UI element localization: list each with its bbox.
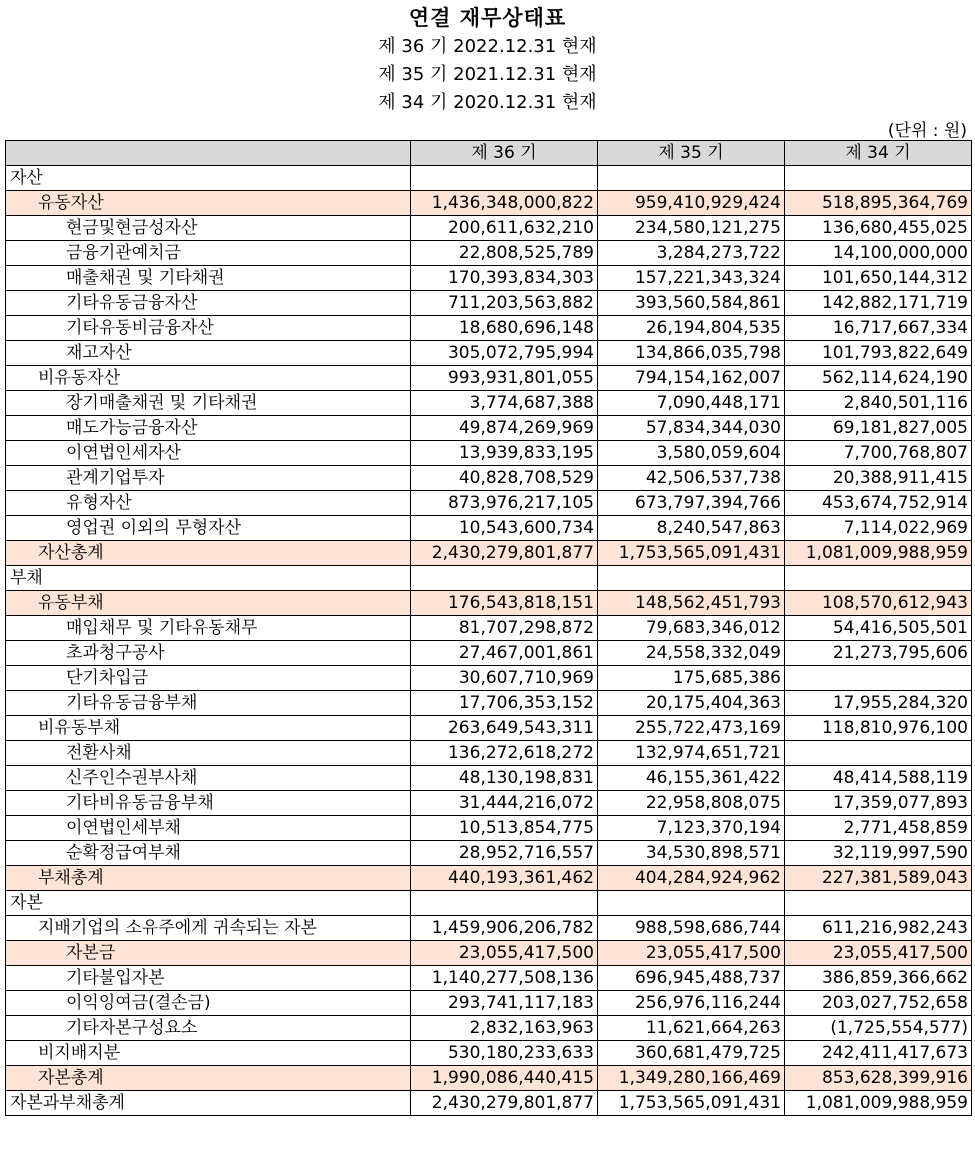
- amount-cell: 993,931,801,055: [411, 366, 598, 391]
- table-row: [6, 516, 972, 541]
- amount-cell: 17,359,077,893: [785, 791, 972, 816]
- account-label: 초과청구공사: [6, 641, 411, 666]
- table-row: [6, 991, 972, 1016]
- amount-cell: 7,123,370,194: [598, 816, 785, 841]
- amount-cell: 136,680,455,025: [785, 216, 972, 241]
- amount-cell: 242,411,417,673: [785, 1041, 972, 1066]
- amount-cell: 3,580,059,604: [598, 441, 785, 466]
- amount-cell: 673,797,394,766: [598, 491, 785, 516]
- account-label: 이연법인세부채: [6, 816, 411, 841]
- header-period-34: 제 34 기: [785, 141, 972, 166]
- amount-cell: [598, 166, 785, 191]
- account-label: 장기매출채권 및 기타채권: [6, 391, 411, 416]
- period-line-36: 제 36 기 2022.12.31 현재: [378, 36, 597, 57]
- amount-cell: 46,155,361,422: [598, 766, 785, 791]
- account-label: 순확정급여부채: [6, 841, 411, 866]
- table-row: [6, 716, 972, 741]
- amount-cell: 853,628,399,916: [785, 1066, 972, 1091]
- amount-cell: 3,774,687,388: [411, 391, 598, 416]
- table-row: [6, 166, 972, 191]
- amount-cell: 176,543,818,151: [411, 591, 598, 616]
- amount-cell: 17,706,353,152: [411, 691, 598, 716]
- amount-cell: 14,100,000,000: [785, 241, 972, 266]
- period-line-34: 제 34 기 2020.12.31 현재: [378, 92, 597, 113]
- amount-cell: 2,430,279,801,877: [411, 541, 598, 566]
- amount-cell: 200,611,632,210: [411, 216, 598, 241]
- table-row: [6, 341, 972, 366]
- account-label: 재고자산: [6, 341, 411, 366]
- table-row: [6, 1016, 972, 1041]
- amount-cell: 1,990,086,440,415: [411, 1066, 598, 1091]
- amount-cell: 530,180,233,633: [411, 1041, 598, 1066]
- account-label: 매도가능금융자산: [6, 416, 411, 441]
- table-row: [6, 641, 972, 666]
- amount-cell: 23,055,417,500: [785, 941, 972, 966]
- account-label: 영업권 이외의 무형자산: [6, 516, 411, 541]
- account-label: 이익잉여금(결손금): [6, 991, 411, 1016]
- account-label: 관계기업투자: [6, 466, 411, 491]
- header-account: [6, 141, 411, 166]
- amount-cell: 404,284,924,962: [598, 866, 785, 891]
- account-label: 자본: [6, 891, 411, 916]
- account-label: 유형자산: [6, 491, 411, 516]
- amount-cell: 1,436,348,000,822: [411, 191, 598, 216]
- amount-cell: 23,055,417,500: [411, 941, 598, 966]
- amount-cell: 134,866,035,798: [598, 341, 785, 366]
- table-row: [6, 541, 972, 566]
- table-row: [6, 816, 972, 841]
- table-row: [6, 616, 972, 641]
- balance-sheet-table: [5, 140, 972, 1116]
- amount-cell: 40,828,708,529: [411, 466, 598, 491]
- account-label: 이연법인세자산: [6, 441, 411, 466]
- account-label: 매입채무 및 기타유동채무: [6, 616, 411, 641]
- amount-cell: 157,221,343,324: [598, 266, 785, 291]
- amount-cell: 2,832,163,963: [411, 1016, 598, 1041]
- amount-cell: 28,952,716,557: [411, 841, 598, 866]
- amount-cell: [598, 566, 785, 591]
- amount-cell: 794,154,162,007: [598, 366, 785, 391]
- table-row: [6, 416, 972, 441]
- account-label: 비유동부채: [6, 716, 411, 741]
- table-row: [6, 891, 972, 916]
- amount-cell: 142,882,171,719: [785, 291, 972, 316]
- amount-cell: 21,273,795,606: [785, 641, 972, 666]
- amount-cell: 959,410,929,424: [598, 191, 785, 216]
- table-row: [6, 316, 972, 341]
- account-label: 단기차입금: [6, 666, 411, 691]
- amount-cell: 108,570,612,943: [785, 591, 972, 616]
- account-label: 부채총계: [6, 866, 411, 891]
- account-label: 지배기업의 소유주에게 귀속되는 자본: [6, 916, 411, 941]
- account-label: 자본과부채총계: [6, 1091, 411, 1116]
- amount-cell: 48,414,588,119: [785, 766, 972, 791]
- amount-cell: 8,240,547,863: [598, 516, 785, 541]
- table-row: [6, 591, 972, 616]
- amount-cell: 293,741,117,183: [411, 991, 598, 1016]
- table-row: [6, 266, 972, 291]
- account-label: 기타불입자본: [6, 966, 411, 991]
- amount-cell: [785, 166, 972, 191]
- amount-cell: 611,216,982,243: [785, 916, 972, 941]
- amount-cell: [411, 166, 598, 191]
- amount-cell: 203,027,752,658: [785, 991, 972, 1016]
- amount-cell: 3,284,273,722: [598, 241, 785, 266]
- table-row: [6, 916, 972, 941]
- account-label: 매출채권 및 기타채권: [6, 266, 411, 291]
- amount-cell: 20,388,911,415: [785, 466, 972, 491]
- amount-cell: 440,193,361,462: [411, 866, 598, 891]
- period-line-35: 제 35 기 2021.12.31 현재: [378, 64, 597, 85]
- amount-cell: 132,974,651,721: [598, 741, 785, 766]
- table-row: [6, 191, 972, 216]
- header-row: [6, 141, 972, 166]
- amount-cell: 234,580,121,275: [598, 216, 785, 241]
- amount-cell: 18,680,696,148: [411, 316, 598, 341]
- amount-cell: 175,685,386: [598, 666, 785, 691]
- amount-cell: 49,874,269,969: [411, 416, 598, 441]
- account-label: 신주인수권부사채: [6, 766, 411, 791]
- table-row: [6, 216, 972, 241]
- account-label: 자산총계: [6, 541, 411, 566]
- table-row: [6, 866, 972, 891]
- amount-cell: 20,175,404,363: [598, 691, 785, 716]
- table-row: [6, 291, 972, 316]
- table-row: [6, 766, 972, 791]
- amount-cell: 26,194,804,535: [598, 316, 785, 341]
- amount-cell: 81,707,298,872: [411, 616, 598, 641]
- account-label: 비지배지분: [6, 1041, 411, 1066]
- account-label: 부채: [6, 566, 411, 591]
- amount-cell: 16,717,667,334: [785, 316, 972, 341]
- amount-cell: 170,393,834,303: [411, 266, 598, 291]
- table-row: [6, 1091, 972, 1116]
- unit-label: (단위 : 원): [887, 121, 967, 141]
- amount-cell: (1,725,554,577): [785, 1016, 972, 1041]
- amount-cell: 10,543,600,734: [411, 516, 598, 541]
- table-row: [6, 491, 972, 516]
- account-label: 자산: [6, 166, 411, 191]
- amount-cell: 24,558,332,049: [598, 641, 785, 666]
- amount-cell: [411, 891, 598, 916]
- amount-cell: [598, 891, 785, 916]
- account-label: 기타비유동금융부채: [6, 791, 411, 816]
- amount-cell: 256,976,116,244: [598, 991, 785, 1016]
- amount-cell: 27,467,001,861: [411, 641, 598, 666]
- table-row: [6, 241, 972, 266]
- table-row: [6, 791, 972, 816]
- amount-cell: 31,444,216,072: [411, 791, 598, 816]
- amount-cell: 34,530,898,571: [598, 841, 785, 866]
- table-row: [6, 941, 972, 966]
- amount-cell: 148,562,451,793: [598, 591, 785, 616]
- table-row: [6, 1041, 972, 1066]
- table-row: [6, 466, 972, 491]
- table-row: [6, 741, 972, 766]
- table-row: [6, 441, 972, 466]
- amount-cell: 11,621,664,263: [598, 1016, 785, 1041]
- amount-cell: 518,895,364,769: [785, 191, 972, 216]
- amount-cell: [785, 566, 972, 591]
- account-label: 전환사채: [6, 741, 411, 766]
- account-label: 유동자산: [6, 191, 411, 216]
- amount-cell: 79,683,346,012: [598, 616, 785, 641]
- amount-cell: 32,119,997,590: [785, 841, 972, 866]
- amount-cell: 69,181,827,005: [785, 416, 972, 441]
- amount-cell: 711,203,563,882: [411, 291, 598, 316]
- amount-cell: 873,976,217,105: [411, 491, 598, 516]
- amount-cell: 57,834,344,030: [598, 416, 785, 441]
- table-row: [6, 666, 972, 691]
- amount-cell: [785, 666, 972, 691]
- amount-cell: 1,081,009,988,959: [785, 541, 972, 566]
- amount-cell: 453,674,752,914: [785, 491, 972, 516]
- amount-cell: 23,055,417,500: [598, 941, 785, 966]
- amount-cell: 696,945,488,737: [598, 966, 785, 991]
- table-row: [6, 566, 972, 591]
- account-label: 기타유동금융자산: [6, 291, 411, 316]
- amount-cell: 7,700,768,807: [785, 441, 972, 466]
- amount-cell: 263,649,543,311: [411, 716, 598, 741]
- amount-cell: 118,810,976,100: [785, 716, 972, 741]
- amount-cell: 48,130,198,831: [411, 766, 598, 791]
- amount-cell: 22,808,525,789: [411, 241, 598, 266]
- statement-title: 연결 재무상태표: [408, 6, 567, 30]
- amount-cell: 2,430,279,801,877: [411, 1091, 598, 1116]
- header-period-35: 제 35 기: [598, 141, 785, 166]
- amount-cell: 7,090,448,171: [598, 391, 785, 416]
- amount-cell: 1,349,280,166,469: [598, 1066, 785, 1091]
- table-row: [6, 1066, 972, 1091]
- header-period-36: 제 36 기: [411, 141, 598, 166]
- amount-cell: [411, 566, 598, 591]
- amount-cell: 22,958,808,075: [598, 791, 785, 816]
- amount-cell: 101,650,144,312: [785, 266, 972, 291]
- amount-cell: 2,771,458,859: [785, 816, 972, 841]
- amount-cell: 13,939,833,195: [411, 441, 598, 466]
- amount-cell: 10,513,854,775: [411, 816, 598, 841]
- account-label: 비유동자산: [6, 366, 411, 391]
- amount-cell: 1,753,565,091,431: [598, 541, 785, 566]
- account-label: 현금및현금성자산: [6, 216, 411, 241]
- account-label: 기타자본구성요소: [6, 1016, 411, 1041]
- amount-cell: 562,114,624,190: [785, 366, 972, 391]
- table-row: [6, 966, 972, 991]
- amount-cell: 305,072,795,994: [411, 341, 598, 366]
- amount-cell: 1,140,277,508,136: [411, 966, 598, 991]
- amount-cell: 393,560,584,861: [598, 291, 785, 316]
- account-label: 자본총계: [6, 1066, 411, 1091]
- amount-cell: 255,722,473,169: [598, 716, 785, 741]
- amount-cell: 30,607,710,969: [411, 666, 598, 691]
- table-row: [6, 366, 972, 391]
- amount-cell: 988,598,686,744: [598, 916, 785, 941]
- amount-cell: 1,081,009,988,959: [785, 1091, 972, 1116]
- amount-cell: 2,840,501,116: [785, 391, 972, 416]
- account-label: 유동부채: [6, 591, 411, 616]
- account-label: 금융기관예치금: [6, 241, 411, 266]
- amount-cell: 1,753,565,091,431: [598, 1091, 785, 1116]
- amount-cell: 101,793,822,649: [785, 341, 972, 366]
- amount-cell: 1,459,906,206,782: [411, 916, 598, 941]
- amount-cell: 42,506,537,738: [598, 466, 785, 491]
- table-row: [6, 391, 972, 416]
- amount-cell: 54,416,505,501: [785, 616, 972, 641]
- table-row: [6, 691, 972, 716]
- amount-cell: 386,859,366,662: [785, 966, 972, 991]
- account-label: 자본금: [6, 941, 411, 966]
- table-row: [6, 841, 972, 866]
- amount-cell: 136,272,618,272: [411, 741, 598, 766]
- account-label: 기타유동금융부채: [6, 691, 411, 716]
- account-label: 기타유동비금융자산: [6, 316, 411, 341]
- amount-cell: [785, 891, 972, 916]
- table-body: [6, 166, 972, 1116]
- amount-cell: 7,114,022,969: [785, 516, 972, 541]
- amount-cell: [785, 741, 972, 766]
- amount-cell: 227,381,589,043: [785, 866, 972, 891]
- amount-cell: 360,681,479,725: [598, 1041, 785, 1066]
- amount-cell: 17,955,284,320: [785, 691, 972, 716]
